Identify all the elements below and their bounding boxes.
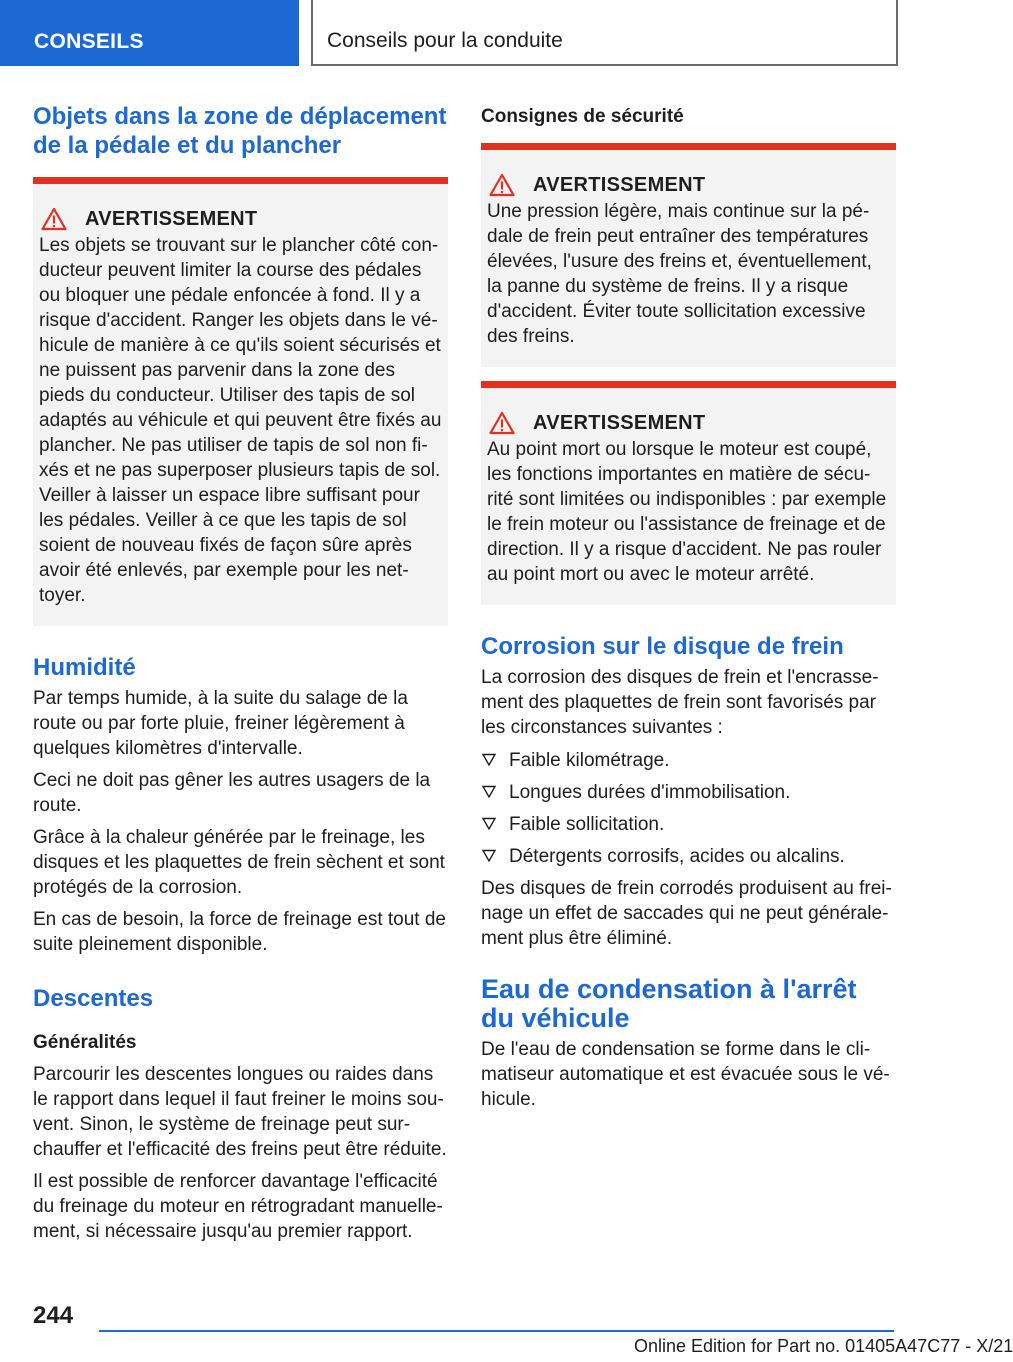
warning-text: Une pression légère, mais continue sur la pédale de frein peut entraîner des températures élevées, l'usure des freins et, éventuellement, la panne du système de freins. Il y a risque d'accident. Éviter toute sollicitation excessive des freins. <box>487 201 872 347</box>
subheading-consignes: Consignes de sécurité <box>481 106 684 127</box>
chapter-tab <box>0 0 299 66</box>
warning-triangle-icon <box>489 173 515 197</box>
right-column <box>481 102 896 1112</box>
list-item-text: Faible kilométrage. <box>509 750 670 771</box>
left-column <box>33 102 448 1244</box>
warning-box-point-mort <box>481 381 896 605</box>
heading-humidite: Humidité <box>33 654 136 681</box>
warning-header <box>487 171 890 199</box>
paragraph: Parcourir les descentes longues ou raides dans le rapport dans lequel il faut freiner le moins souvent. Sinon, le système de freinage peut surchauffer et l'efficacité des freins peut être réduite. <box>33 1064 447 1160</box>
paragraph: En cas de besoin, la force de freinage est tout de suite pleinement disponible. <box>33 909 446 955</box>
warning-title: AVERTISSEMENT <box>533 173 706 196</box>
bullet-triangle-icon <box>482 849 496 862</box>
list-item-text: Longues durées d'immobilisation. <box>509 782 791 803</box>
warning-header <box>39 205 442 233</box>
list-item-text: Faible sollicitation. <box>509 814 665 835</box>
heading-descentes: Descentes <box>33 985 154 1012</box>
paragraph: De l'eau de condensation se forme dans le climatiseur automatique et est évacuée sous le véhicule. <box>481 1039 890 1110</box>
list-item <box>481 748 896 773</box>
list-item-text: Détergents corrosifs, acides ou alcalins. <box>509 846 845 867</box>
warning-box-pression <box>481 143 896 367</box>
paragraph: Des disques de frein corrodés produisent au freinage un effet de saccades qui ne peut généralement plus être éliminé. <box>481 878 892 949</box>
chapter-tab-label: CONSEILS <box>34 30 144 53</box>
warning-title: AVERTISSEMENT <box>85 207 258 230</box>
heading-objets-pedale: Objets dans la zone de déplacement de la pédale et du plancher <box>33 103 447 159</box>
paragraph: La corrosion des disques de frein et l'encrassement des plaquettes de frein sont favorisés par les circonstances suivantes : <box>481 667 879 738</box>
warning-triangle-icon <box>489 411 515 435</box>
heading-corrosion: Corrosion sur le disque de frein <box>481 633 844 660</box>
bullet-triangle-icon <box>482 785 496 798</box>
paragraph: Il est possible de renforcer davantage l'efficacité du freinage du moteur en rétrogradant manuellement, si nécessaire jusqu'au premier rapport. <box>33 1171 443 1242</box>
list-item <box>481 812 896 837</box>
warning-triangle-icon <box>41 207 67 231</box>
heading-condensation: Eau de condensation à l'arrêt du véhicule <box>481 974 857 1033</box>
list-item <box>481 780 896 805</box>
warning-title: AVERTISSEMENT <box>533 411 706 434</box>
section-header <box>311 0 898 66</box>
bullet-triangle-icon <box>482 817 496 830</box>
warning-header <box>487 409 890 437</box>
footer-divider <box>99 1330 894 1332</box>
section-title: Conseils pour la conduite <box>327 29 563 52</box>
list-item <box>481 844 896 869</box>
warning-text: Au point mort ou lorsque le moteur est coupé, les fonctions importantes en matière de sécurité sont limitées ou indisponibles : par exemple le frein moteur ou l'assistance de freinage et de direction. Il y a risque d'accident. Ne pas rouler au point mort ou avec le moteur arrêté. <box>487 439 887 585</box>
paragraph: Grâce à la chaleur générée par le freinage, les disques et les plaquettes de frein sèchent et sont protégés de la corrosion. <box>33 827 445 898</box>
edition-text: Online Edition for Part no. 01405A47C77 - X/21 <box>634 1336 1013 1356</box>
subheading-generalites: Généralités <box>33 1032 137 1053</box>
paragraph: Ceci ne doit pas gêner les autres usagers de la route. <box>33 770 431 816</box>
page-number: 244 <box>33 1302 74 1329</box>
warning-text: Les objets se trouvant sur le plancher côté conducteur peuvent limiter la course des pédales ou bloquer une pédale enfoncée à fond. Il y a risque d'accident. Ranger les objets dans le véhicule de manière à ce qu'ils soient sécurisés et ne puissent pas parvenir dans la zone des pieds du conducteur. Utiliser des tapis de sol adaptés au véhicule et qui peuvent être fixés au plancher. Ne pas utiliser de tapis de sol non fixés et ne pas superposer plusieurs tapis de sol. Veiller à laisser un espace libre suffisant pour les pédales. Veiller à ce que les tapis de sol soient de nouveau fixés de façon sûre après avoir été enlevés, par exemple pour les nettoyer. <box>39 235 442 606</box>
warning-box-objets <box>33 177 448 626</box>
paragraph: Par temps humide, à la suite du salage de la route ou par forte pluie, freiner légèrement à quelques kilomètres d'intervalle. <box>33 688 408 759</box>
bullet-triangle-icon <box>482 753 496 766</box>
corrosion-list <box>481 748 896 869</box>
